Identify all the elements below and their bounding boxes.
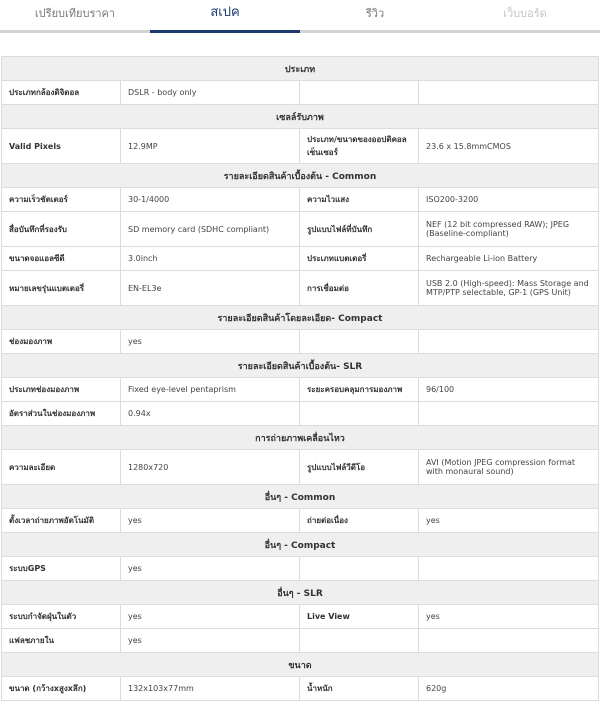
spec-value: USB 2.0 (High-speed): Mass Storage and MTP/PTP selectable, GP-1 (GPS Unit): [419, 271, 599, 306]
spec-label: ประเภทแบตเตอรี่: [300, 247, 419, 271]
spec-label: ช่องมองภาพ: [2, 330, 121, 354]
spec-row: [2, 378, 599, 402]
spec-label: รูปแบบไฟล์ที่บันทึก: [300, 212, 419, 247]
spec-value: yes: [121, 509, 300, 533]
spec-row: [2, 605, 599, 629]
section-title: การถ่ายภาพเคลื่อนไหว: [2, 426, 599, 450]
section-header: [2, 426, 599, 450]
section-header: [2, 581, 599, 605]
spec-label: ระบบกำจัดฝุ่นในตัว: [2, 605, 121, 629]
spec-label: ตั้งเวลาถ่ายภาพอัตโนมัติ: [2, 509, 121, 533]
spec-value: [419, 402, 599, 426]
spec-value: yes: [419, 605, 599, 629]
tab-webboard: เว็บบอร์ด: [450, 0, 600, 33]
spec-label: ระยะครอบคลุมการมองภาพ: [300, 378, 419, 402]
spec-label: น้ำหนัก: [300, 677, 419, 701]
spec-value: 0.94x: [121, 402, 300, 426]
section-title: ประเภท: [2, 57, 599, 81]
spec-label: อัตราส่วนในช่องมองภาพ: [2, 402, 121, 426]
spec-label: หมายเลขรุ่นแบตเตอรี่: [2, 271, 121, 306]
spec-row: [2, 188, 599, 212]
spec-label: ประเภทช่องมองภาพ: [2, 378, 121, 402]
spec-value: yes: [121, 330, 300, 354]
section-header: [2, 164, 599, 188]
spec-value: Fixed eye-level pentaprism: [121, 378, 300, 402]
spec-label: สื่อบันทึกที่รองรับ: [2, 212, 121, 247]
spec-value: EN-EL3e: [121, 271, 300, 306]
spec-row: [2, 330, 599, 354]
section-header: [2, 533, 599, 557]
section-title: รายละเอียดสินค้าเบื้องต้น - Common: [2, 164, 599, 188]
spec-value: SD memory card (SDHC compliant): [121, 212, 300, 247]
spec-row: [2, 557, 599, 581]
spec-row: [2, 129, 599, 164]
spec-label: [300, 557, 419, 581]
spec-label: [300, 402, 419, 426]
spec-value: ISO200-3200: [419, 188, 599, 212]
spec-label: ความเร็วชัตเตอร์: [2, 188, 121, 212]
spec-label: [300, 81, 419, 105]
section-header: [2, 354, 599, 378]
spec-value: Rechargeable Li-ion Battery: [419, 247, 599, 271]
section-title: รายละเอียดสินค้าเบื้องต้น- SLR: [2, 354, 599, 378]
spec-label: ถ่ายต่อเนื่อง: [300, 509, 419, 533]
section-header: [2, 306, 599, 330]
section-title: อื่นๆ - SLR: [2, 581, 599, 605]
tab-bar: [0, 0, 600, 33]
spec-label: ขนาดจอแอลซีดี: [2, 247, 121, 271]
section-title: อื่นๆ - Common: [2, 485, 599, 509]
spec-value: [419, 557, 599, 581]
spec-value: 96/100: [419, 378, 599, 402]
tab-review[interactable]: รีวิว: [300, 0, 450, 33]
spec-table: [1, 56, 599, 701]
spec-row: [2, 450, 599, 485]
section-title: อื่นๆ - Compact: [2, 533, 599, 557]
spec-row: [2, 81, 599, 105]
spec-value: 30-1/4000: [121, 188, 300, 212]
section-header: [2, 485, 599, 509]
tab-compare-price[interactable]: เปรียบเทียบราคา: [0, 0, 150, 33]
spec-label: ประเภท/ขนาดของออปติคอลเซ็นเซอร์: [300, 129, 419, 164]
spec-label: รูปแบบไฟล์วีดีโอ: [300, 450, 419, 485]
spec-value: 1280x720: [121, 450, 300, 485]
section-header: [2, 57, 599, 81]
spec-row: [2, 212, 599, 247]
spec-row: [2, 247, 599, 271]
spec-label: ความไวแสง: [300, 188, 419, 212]
spec-value: DSLR - body only: [121, 81, 300, 105]
spec-row: [2, 629, 599, 653]
spec-value: [419, 330, 599, 354]
spec-row: [2, 271, 599, 306]
spec-value: yes: [121, 629, 300, 653]
spec-label: [300, 330, 419, 354]
spec-value: AVI (Motion JPEG compression format with monaural sound): [419, 450, 599, 485]
spec-label: แฟลชภายใน: [2, 629, 121, 653]
spec-value: 620g: [419, 677, 599, 701]
section-header: [2, 105, 599, 129]
section-header: [2, 653, 599, 677]
spec-value: 3.0inch: [121, 247, 300, 271]
section-title: รายละเอียดสินค้าโดยละเอียด- Compact: [2, 306, 599, 330]
spec-label: การเชื่อมต่อ: [300, 271, 419, 306]
spec-value: yes: [419, 509, 599, 533]
spec-row: [2, 677, 599, 701]
section-title: ขนาด: [2, 653, 599, 677]
spec-row: [2, 402, 599, 426]
spec-value: 12.9MP: [121, 129, 300, 164]
spec-value: [419, 81, 599, 105]
spec-row: [2, 509, 599, 533]
spec-value: NEF (12 bit compressed RAW); JPEG (Baseline-compliant): [419, 212, 599, 247]
spec-value: [419, 629, 599, 653]
section-title: เซลล์รับภาพ: [2, 105, 599, 129]
spec-label: ระบบGPS: [2, 557, 121, 581]
spec-value: 23.6 x 15.8mmCMOS: [419, 129, 599, 164]
spec-value: yes: [121, 557, 300, 581]
spec-label: ขนาด (กว้างxสูงxลึก): [2, 677, 121, 701]
spec-value: 132x103x77mm: [121, 677, 300, 701]
spec-label: ประเภทกล้องดิจิตอล: [2, 81, 121, 105]
spec-value: yes: [121, 605, 300, 629]
spec-label: [300, 629, 419, 653]
tab-spec[interactable]: สเปค: [150, 0, 300, 33]
spec-label: Live View: [300, 605, 419, 629]
spec-label: ความละเอียด: [2, 450, 121, 485]
spec-label: Valid Pixels: [2, 129, 121, 164]
